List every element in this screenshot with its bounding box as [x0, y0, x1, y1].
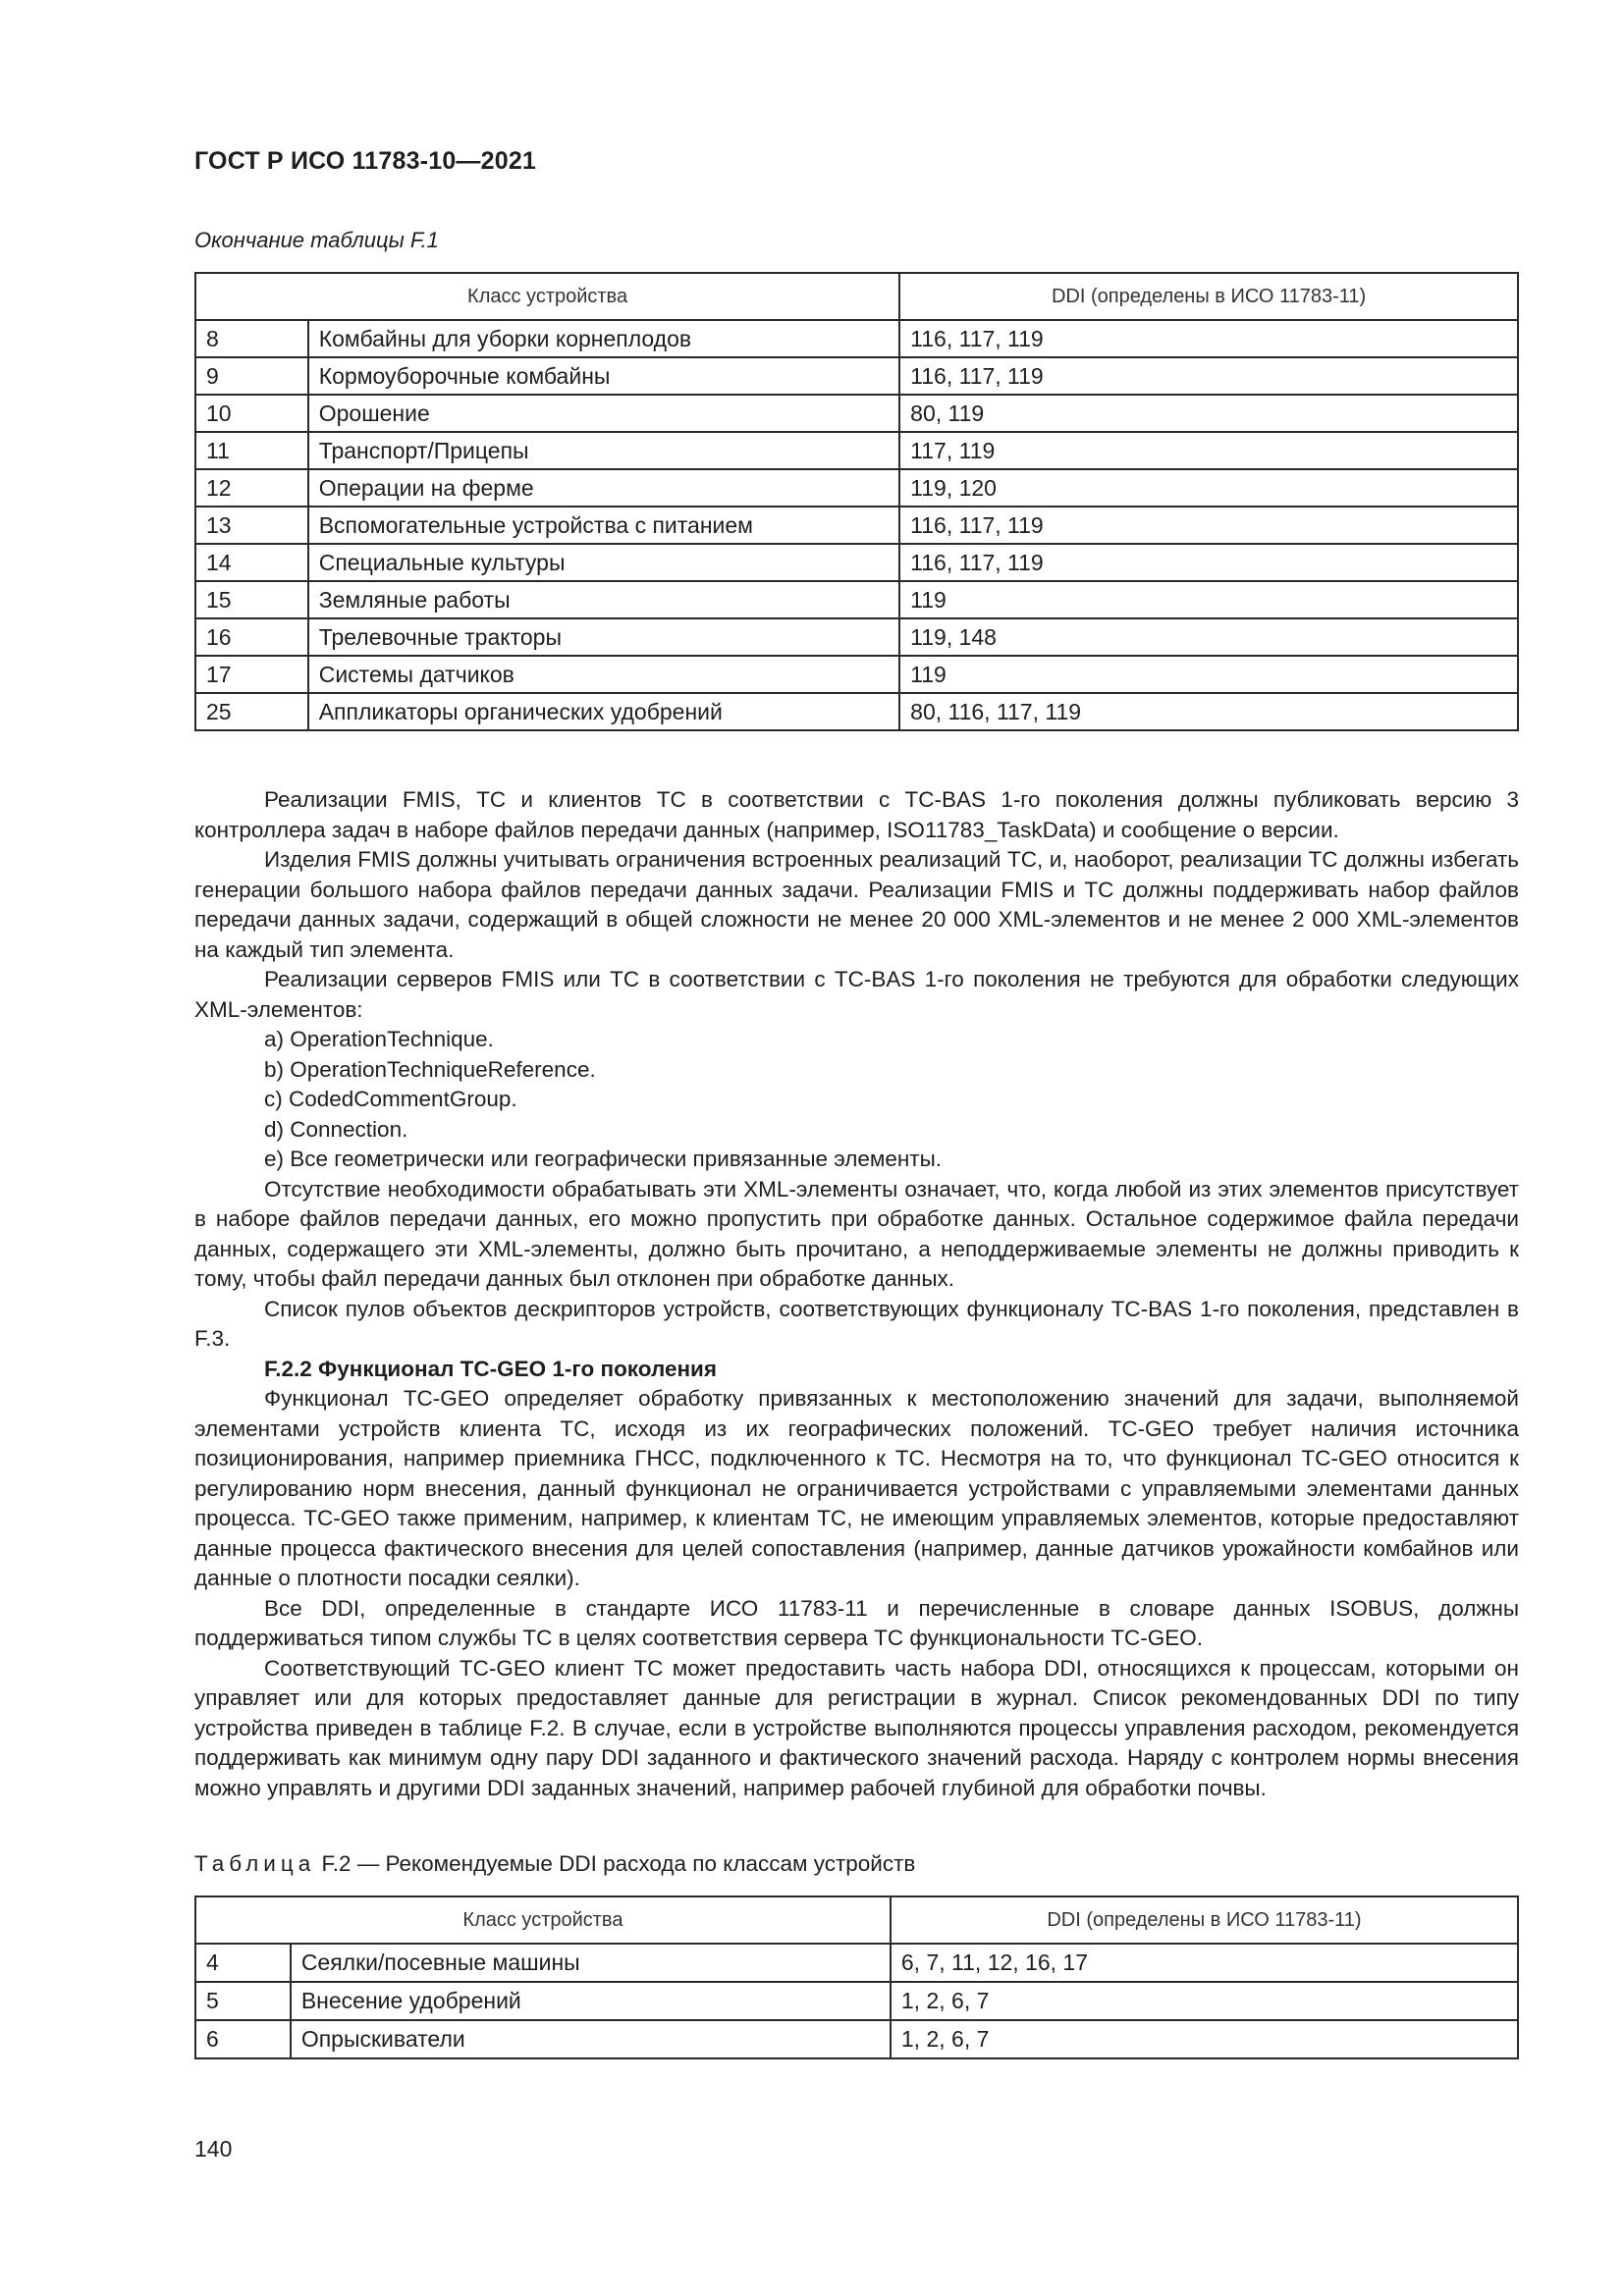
table-row [195, 469, 1518, 507]
ddi-list-cell: 119 [899, 581, 1518, 618]
device-class-code-cell: 12 [195, 469, 308, 507]
ddi-list-cell: 116, 117, 119 [899, 357, 1518, 395]
list-item: а) OperationTechnique. [264, 1027, 494, 1051]
device-class-name-cell: Земляные работы [308, 581, 899, 618]
device-class-name-cell: Кормоуборочные комбайны [308, 357, 899, 395]
table-row [195, 507, 1518, 544]
table-row [195, 2020, 1518, 2058]
device-class-code-cell: 4 [195, 1944, 291, 1982]
ddi-list-cell: 116, 117, 119 [899, 544, 1518, 581]
table-header-row [195, 273, 1518, 320]
paragraph: Функционал TC-GEO определяет обработку привязанных к местоположению значений для задачи, выполняемой элементами устройств клиента ТС, исходя из их географических положений. TC-GEO требует наличия источника позиционирования, например приемника ГНСС, подключенного к ТС. Несмотря на то, что функционал TC-GEO относится к регулированию норм внесения, данный функционал не ограничивается устройствами с управляемыми элементами данных процесса. TC-GEO также применим, например, к клиентам ТС, не имеющим управляемых элементов, которые предоставляют данные процесса фактического внесения для целей сопоставления (например, данные датчиков урожайности комбайнов или данные о плотности посадки сеялки). [194, 1386, 1519, 1590]
table-f2 [194, 1896, 1519, 2059]
table-row [195, 395, 1518, 432]
table2-caption [194, 1851, 915, 1877]
column-header-device-class: Класс устройства [195, 1896, 891, 1944]
device-class-code-cell: 10 [195, 395, 308, 432]
ddi-list-cell: 116, 117, 119 [899, 320, 1518, 357]
ddi-list-cell: 119, 148 [899, 618, 1518, 656]
table2-caption-word: Таблица [194, 1851, 316, 1876]
column-header-device-class: Класс устройства [195, 273, 899, 320]
device-class-code-cell: 8 [195, 320, 308, 357]
device-class-code-cell: 17 [195, 656, 308, 693]
device-class-code-cell: 9 [195, 357, 308, 395]
table-row [195, 581, 1518, 618]
paragraph: Отсутствие необходимости обрабатывать эти XML-элементы означает, что, когда любой из этих элементов присутствует в наборе файлов передачи данных, его можно пропустить при обработке данных. Остальное содержимое файла передачи данных, содержащего эти XML-элементы, должно быть прочитано, а неподдерживаемые элементы не должны приводить к тому, чтобы файл передачи данных был отклонен при обработке данных. [194, 1176, 1519, 1291]
device-class-name-cell: Транспорт/Прицепы [308, 432, 899, 469]
device-class-code-cell: 25 [195, 693, 308, 730]
page-number: 140 [194, 2136, 233, 2162]
device-class-name-cell: Сеялки/посевные машины [291, 1944, 891, 1982]
table-row [195, 320, 1518, 357]
device-class-name-cell: Специальные культуры [308, 544, 899, 581]
ddi-list-cell: 117, 119 [899, 432, 1518, 469]
device-class-code-cell: 15 [195, 581, 308, 618]
device-class-code-cell: 11 [195, 432, 308, 469]
paragraph: Список пулов объектов дескрипторов устройств, соответствующих функционалу TC-BAS 1-го поколения, представлен в F.3. [194, 1296, 1519, 1351]
ddi-list-cell: 80, 119 [899, 395, 1518, 432]
device-class-name-cell: Аппликаторы органических удобрений [308, 693, 899, 730]
device-class-name-cell: Орошение [308, 395, 899, 432]
device-class-name-cell: Операции на ферме [308, 469, 899, 507]
device-class-code-cell: 13 [195, 507, 308, 544]
device-class-code-cell: 14 [195, 544, 308, 581]
ddi-list-cell: 119 [899, 656, 1518, 693]
device-class-name-cell: Комбайны для уборки корнеплодов [308, 320, 899, 357]
table-row [195, 618, 1518, 656]
device-class-name-cell: Внесение удобрений [291, 1982, 891, 2020]
section-subheading: F.2.2 Функционал TC-GEO 1-го поколения [264, 1356, 718, 1381]
ddi-list-cell: 6, 7, 11, 12, 16, 17 [891, 1944, 1518, 1982]
table-row [195, 357, 1518, 395]
paragraph: Реализации FMIS, ТС и клиентов ТС в соответствии с TC-BAS 1-го поколения должны публиковать версию 3 контроллера задач в наборе файлов передачи данных (например, ISO11783_TaskData) и сообщение о версии. [194, 787, 1519, 842]
table-row [195, 1982, 1518, 2020]
paragraph: Соответствующий TC-GEO клиент ТС может предоставить часть набора DDI, относящихся к процессам, которыми он управляет или для которых предоставляет данные для регистрации в журнал. Список рекомендованных DDI по типу устройства приведен в таблице F.2. В случае, если в устройстве выполняются процессы управления расходом, рекомендуется поддерживать как минимум одну пару DDI заданного и фактического значений расхода. Наряду с контролем нормы внесения можно управлять и другими DDI заданных значений, например рабочей глубиной для обработки почвы. [194, 1655, 1519, 1800]
ddi-list-cell: 1, 2, 6, 7 [891, 2020, 1518, 2058]
paragraph: Изделия FMIS должны учитывать ограничения встроенных реализаций ТС, и, наоборот, реализации ТС должны избегать генерации большого набора файлов передачи данных задачи. Реализации FMIS и ТС должны поддерживать набор файлов передачи данных задачи, содержащий в общей сложности не менее 20 000 XML-элементов и не менее 2 000 XML-элементов на каждый тип элемента. [194, 847, 1519, 962]
column-header-ddi: DDI (определены в ИСО 11783-11) [899, 273, 1518, 320]
standard-header: ГОСТ Р ИСО 11783-10—2021 [194, 147, 537, 175]
paragraph: Все DDI, определенные в стандарте ИСО 11783-11 и перечисленные в словаре данных ISOBUS, должны поддерживаться типом службы ТС в целях соответствия сервера ТС функциональности TC-GEO. [194, 1595, 1519, 1650]
list-item: c) CodedCommentGroup. [264, 1087, 517, 1111]
ddi-list-cell: 1, 2, 6, 7 [891, 1982, 1518, 2020]
table1-caption: Окончание таблицы F.1 [194, 228, 439, 252]
column-header-ddi: DDI (определены в ИСО 11783-11) [891, 1896, 1518, 1944]
device-class-code-cell: 5 [195, 1982, 291, 2020]
table-f1-continuation [194, 272, 1519, 731]
device-class-name-cell: Системы датчиков [308, 656, 899, 693]
ddi-list-cell: 116, 117, 119 [899, 507, 1518, 544]
table2-caption-text: F.2 — Рекомендуемые DDI расхода по классам устройств [321, 1851, 916, 1876]
device-class-name-cell: Вспомогательные устройства с питанием [308, 507, 899, 544]
paragraph: Реализации серверов FMIS или ТС в соответствии с TC-BAS 1-го поколения не требуются для обработки следующих XML-элементов: [194, 967, 1519, 1022]
device-class-code-cell: 16 [195, 618, 308, 656]
table-row [195, 693, 1518, 730]
table-row [195, 656, 1518, 693]
device-class-name-cell: Трелевочные тракторы [308, 618, 899, 656]
device-class-code-cell: 6 [195, 2020, 291, 2058]
table-row [195, 544, 1518, 581]
list-item: d) Connection. [264, 1116, 408, 1142]
table-row [195, 432, 1518, 469]
body-text [194, 785, 1519, 1803]
table-header-row [195, 1896, 1518, 1944]
ddi-list-cell: 80, 116, 117, 119 [899, 693, 1518, 730]
device-class-name-cell: Опрыскиватели [291, 2020, 891, 2058]
ddi-list-cell: 119, 120 [899, 469, 1518, 507]
list-item: e) Все геометрически или географически привязанные элементы. [264, 1147, 943, 1171]
list-item: b) OperationTechniqueReference. [264, 1056, 596, 1082]
table-row [195, 1944, 1518, 1982]
